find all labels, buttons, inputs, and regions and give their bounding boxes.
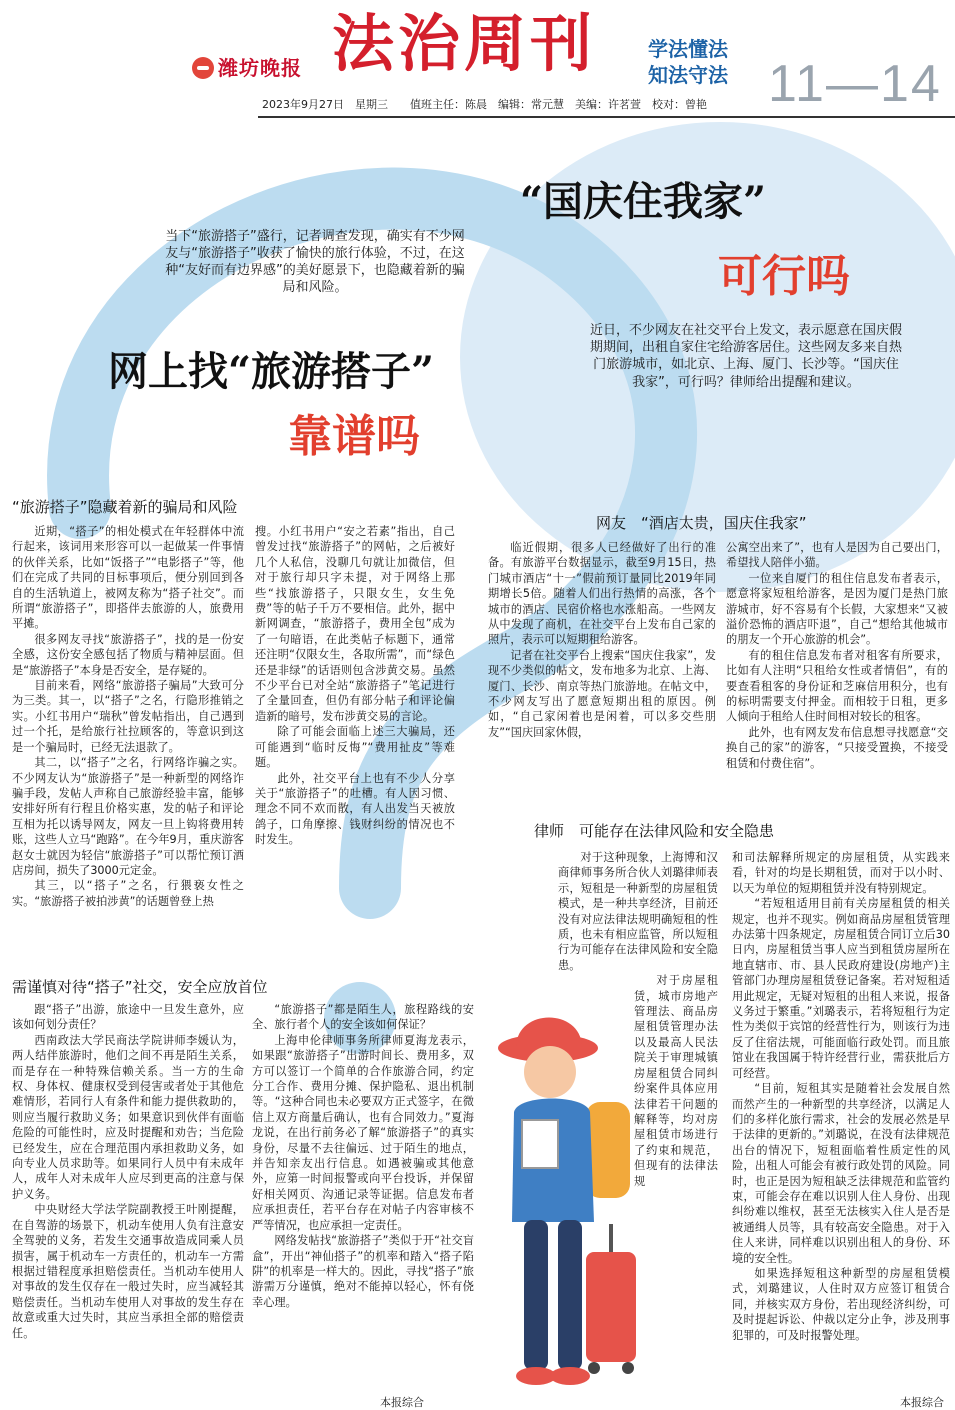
- paragraph: 很多网友寻找“旅游搭子”，找的是一份安全感，这份安全感包括了物质与精神层面。但是“旅游搭子”本身是否安全，是存疑的。: [12, 632, 244, 677]
- paragraph: 其三，以“搭子”之名，行猥亵女性之实。“旅游搭子被拍涉黄”的话题曾登上热: [12, 879, 244, 908]
- dateline: 2023年9月27日 星期三 值班主任：陈晨 编辑：常元慧 美编：许茗萱 校对：曾艳: [262, 98, 707, 111]
- paragraph: 西南政法大学民商法学院讲师李媛认为，两人结伴旅游时，他们之间不再是陌生关系，而是存在一种特殊信赖关系。当一方的生命权、身体权、健康权受到侵害或者处于其他危难情形，若同行人有条件和能力提供救助的，则应当履行救助义务；如果意识到伙伴有面临危险的可能性时，应及时提醒和劝告；当危险已经发生，应在合理范围内承担救助义务，如向专业人员求助等。如果同行人员中有未成年人，成年人对未成年人应尽到更高的注意与保护义务。: [12, 1033, 244, 1201]
- right-section1-heading: 网友 “酒店太贵，国庆住我家”: [596, 514, 807, 532]
- weifang-evening-news-logo-icon: [192, 57, 214, 79]
- paragraph: 一位来自厦门的租住信息发布者表示，愿意将家短租给游客，是因为厦门是热门旅游城市，好不容易有个长假，大家想来“又被溢价恐怖的酒店吓退”，自己“想给其他城市的朋友一个开心旅游的机会”。: [726, 571, 948, 647]
- left-section1-col2: [255, 524, 455, 848]
- page-numbers: 11—14: [768, 55, 942, 113]
- right-section1-col2: [726, 540, 948, 771]
- left-section1-heading: “旅游搭子”隐藏着新的骗局和风险: [12, 498, 238, 516]
- left-section2-col2: [252, 1002, 474, 1310]
- right-article-headline-emphasis: 可行吗: [718, 251, 850, 302]
- paper-logo: [192, 52, 302, 81]
- right-article-intro: 近日，不少网友在社交平台上发文，表示愿意在国庆假期期间，出租自家住宅给游客居住。这些网友多来自热门旅游城市，如北京、上海、厦门、长沙等。“国庆住我家”，可行吗？律师给出提醒和建议。: [590, 323, 903, 390]
- paragraph: 有的租住信息发布者对租客有所要求，比如有人注明“只租给女性或者情侣”，有的要查看租客的身份证和芝麻信用积分，也有的标明需要支付押金。而相较于日租，更多人倾向于租给人住时间相对较长的租客。: [726, 648, 948, 724]
- paragraph: 对于这种现象，上海博和汉商律师事务所合伙人刘璐律师表示，短租是一种新型的房屋租赁模式，是一种共享经济，目前还没有对应法律法规明确短租的性质，也未有相应监管，所以短租行为可能存在法律风险和安全隐患。: [558, 851, 718, 972]
- slogan-line-2: 知法守法: [648, 63, 728, 87]
- left-article-intro: 当下“旅游搭子”盛行，记者调查发现，确实有不少网友与“旅游搭子”收获了愉快的旅行体验，不过，在这种“友好而有边界感”的美好愿景下，也隐藏着新的骗局和风险。: [165, 229, 465, 295]
- paper-name: 潍坊晚报: [218, 56, 302, 80]
- slogan: [648, 36, 728, 88]
- paragraph: 记者在社交平台上搜索“国庆住我家”，发现不少类似的帖文，发布地多为北京、上海、厦门、长沙、南京等热门旅游地。在帖文中，不少网友写出了愿意短期出租的原因。例如，“自己家闲着也是闲着，可以多交些朋友”“国庆回家休假，: [488, 648, 716, 739]
- left-article-byline: 本报综合: [380, 1396, 424, 1409]
- paragraph: 其二，以“搭子”之名，行网络诈骗之实。不少网友认为“旅游搭子”是一种新型的网络诈骗手段，发帖人声称自己旅游经验丰富，能够安排好所有行程且价格实惠，发的帖子和评论互相为托以诱导网友，网友一旦上钩将费用转账，这些人立马“跑路”。在今年9月，重庆游客赵女士就因为轻信“旅游搭子”可以帮忙预订酒店房间，损失了3000元定金。: [12, 756, 244, 877]
- paragraph: 目前来看，网络“旅游搭子骗局”大致可分为三类。其一，以“搭子”之名，行隐形推销之实。小红书用户“瑞秋”曾发帖指出，自己遇到过一个托，是给旅行社拉顾客的，等意识到这是一个骗局时，已经无法退款了。: [12, 679, 244, 754]
- left-article-headline-emphasis: 靠谱吗: [288, 411, 420, 462]
- paragraph: 和司法解释所规定的房屋租赁，从实践来看，针对的均是长期租赁，而对于以小时、以天为单位的短期租赁并没有特别规定。: [732, 851, 950, 895]
- left-section2-col1: [12, 1002, 244, 1341]
- left-section2-heading: 需谨慎对待“搭子”社交，安全应放首位: [12, 978, 268, 996]
- paragraph: 上海申伦律师事务所律师夏海龙表示，如果跟“旅游搭子”出游时间长、费用多，双方可以签订一个简单的合作旅游合同，约定分工合作、费用分摊、保护隐私、退出机制等。“这种合同也未必要双方正式签字，在微信上双方商量后确认，也有合同效力。”夏海龙说，在出行前务必了解“旅游搭子”的真实身份，尽量不去往偏远、过于陌生的地点，并告知亲友出行信息。如遇被骗或其他意外，应第一时间报警或向平台投诉，并保留好相关网页、沟通记录等证据。信息发布者应承担责任，若平台存在对帖子内容审核不严等情况，也应承担一定责任。: [252, 1033, 474, 1232]
- right-section2-heading: 律师 可能存在法律风险和安全隐患: [534, 822, 775, 840]
- right-section2-col2: [732, 850, 950, 1343]
- paragraph: 如果选择短租这种新型的房屋租赁模式，刘璐建议，人住时双方应签订租赁合同，并核实双方身份，若出现经济纠纷，可及时提起诉讼、仲裁以定分止争，涉及刑事犯罪的，可及时报警处理。: [732, 1266, 950, 1342]
- paragraph: “若短租适用目前有关房屋租赁的相关规定，也并不现实。例如商品房屋租赁管理办法第十四条规定，房屋租赁合同订立后30日内，房屋租赁当事人应当到租赁房屋所在地直辖市、市、县人民政府建设(房地产)主管部门办理房屋租赁登记备案。若对短租适用此规定，无疑对短租的出租人来说，报备义务过于繁重。”刘璐表示，若将短租行为定性为类似于宾馆的经营性行为，则该行为违反了住宿法规，可能面临行政处罚。而且旅馆业在我国属于特许经营行业，需获批后方可经营。: [732, 897, 950, 1080]
- paragraph: 近期，“搭子”的相处模式在年轻群体中流行起来，该词用来形容可以一起做某一件事情的伙伴关系，比如“饭搭子”“电影搭子”等，他们在完成了共同的目标事项后，便分别回到各自的生活轨道上，被网友称为“搭子社交”。而所谓“旅游搭子”，即搭伴去旅游的人，旅费用平摊。: [12, 525, 244, 631]
- paragraph: “目前，短租其实是随着社会发展自然而然产生的一种新型的共享经济，以满足人们的多样化旅行需求，社会的发展必然是早于法律的更新的。”刘璐说，在没有法律规范出台的情况下，短租面临着性质定性的风险，出租人可能会有被行政处罚的风险。同时，也正是因为短租缺乏法律规范和监管约束，可能会存在难以识别人住人身份、出现纠纷难以维权，甚至无法核实入住人是否是被通缉人员等，具有较高安全隐患。对于入住人来讲，同样难以识别出租人的身份、环境的安全性。: [732, 1082, 950, 1265]
- paragraph: 临近假期，很多人已经做好了出行的准备。有旅游平台数据显示，截至9月15日，热门城市酒店“十一”假前预订量同比2019年同期增长5倍。随着人们出行热情的高涨，各个城市的酒店、民宿价格也水涨船高。一些网友从中发现了商机，在社交平台上发布自己家的照片，表示可以短期租给游客。: [488, 541, 716, 647]
- paragraph: 此外，也有网友发布信息想寻找愿意“交换自己的家”的游客，“只接受置换，不接受租赁和付费住宿”。: [726, 725, 948, 770]
- section-title: 法治周刊: [332, 7, 597, 80]
- slogan-line-1: 学法懂法: [648, 37, 728, 61]
- right-section1-col1: [488, 540, 716, 740]
- left-section1-col1: [12, 524, 244, 909]
- paragraph: 除了可能会面临上述三大骗局，还可能遇到“临时反悔”“费用扯皮”等难题。: [255, 725, 455, 770]
- paragraph: 中央财经大学法学院副教授王叶刚提醒，在自驾游的场景下，机动车使用人负有注意安全驾驶的义务，若发生交通事故造成同乘人员损害，属于机动车一方责任的，机动车一方需根据过错程度承担赔偿责任。当机动车使用人对事故的发生仅存在一般过失时，应当减轻其赔偿责任。当机动车使用人对事故的发生存在故意或重大过失时，其应当承担全部的赔偿责任。: [12, 1203, 244, 1340]
- paragraph: 网络发帖找“旅游搭子”类似于开“社交盲盒”，开出“神仙搭子”的机率和踏入“搭子陷阱”的机率是一样大的。因此，寻找“搭子”旅游需万分谨慎，绝对不能掉以轻心，怀有侥幸心理。: [252, 1234, 474, 1309]
- left-article-headline: 网上找“旅游搭子”: [108, 348, 435, 395]
- right-article-headline: “国庆住我家”: [520, 178, 767, 225]
- paragraph: “旅游搭子”都是陌生人，旅程路线的安全、旅行者个人的安全该如何保证？: [252, 1003, 474, 1032]
- masthead-rule: [258, 116, 955, 118]
- paragraph: 公寓空出来了”，也有人是因为自己要出门，希望找人陪伴小猫。: [726, 541, 948, 570]
- right-article-byline: 本报综合: [900, 1396, 944, 1409]
- paragraph: 此外，社交平台上也有不少人分享关于“旅游搭子”的吐槽。有人因习惯、理念不同不欢而散，有人出发当天被放鸽子，口角摩擦、钱财纠纷的情况也不时发生。: [255, 771, 455, 847]
- paragraph: 跟“搭子”出游，旅途中一旦发生意外，应该如何划分责任？: [12, 1003, 244, 1032]
- paragraph: 对于房屋租赁，城市房地产管理法、商品房屋租赁管理办法以及最高人民法院关于审理城镇房屋租赁合同纠纷案件具体应用法律若干问题的解释等，均对房屋租赁市场进行了约束和规范，但现有的法律法规: [634, 974, 718, 1188]
- traveler-with-suitcase-illustration: [478, 1002, 643, 1410]
- paragraph: 搜。小红书用户“安之若素”指出，自己曾发过找“旅游搭子”的网帖，之后被好几个人私信，没聊几句就让加微信，但对于旅行却只字未提，对于网络上那些“找旅游搭子，只限女生，女生免费”等的帖子千万不要相信。此外，据中新网调查，“旅游搭子，费用全包”成为了一句暗语，在此类帖子标题下，通常还注明“仅限女生，各取所需”，而“绿色还是非绿”的话语则包含涉黄交易。虽然不少平台已对全站“旅游搭子”笔记进行了全量回查，但仍有部分帖子和评论偏造新的暗号，发布涉黄交易的言论。: [255, 525, 455, 723]
